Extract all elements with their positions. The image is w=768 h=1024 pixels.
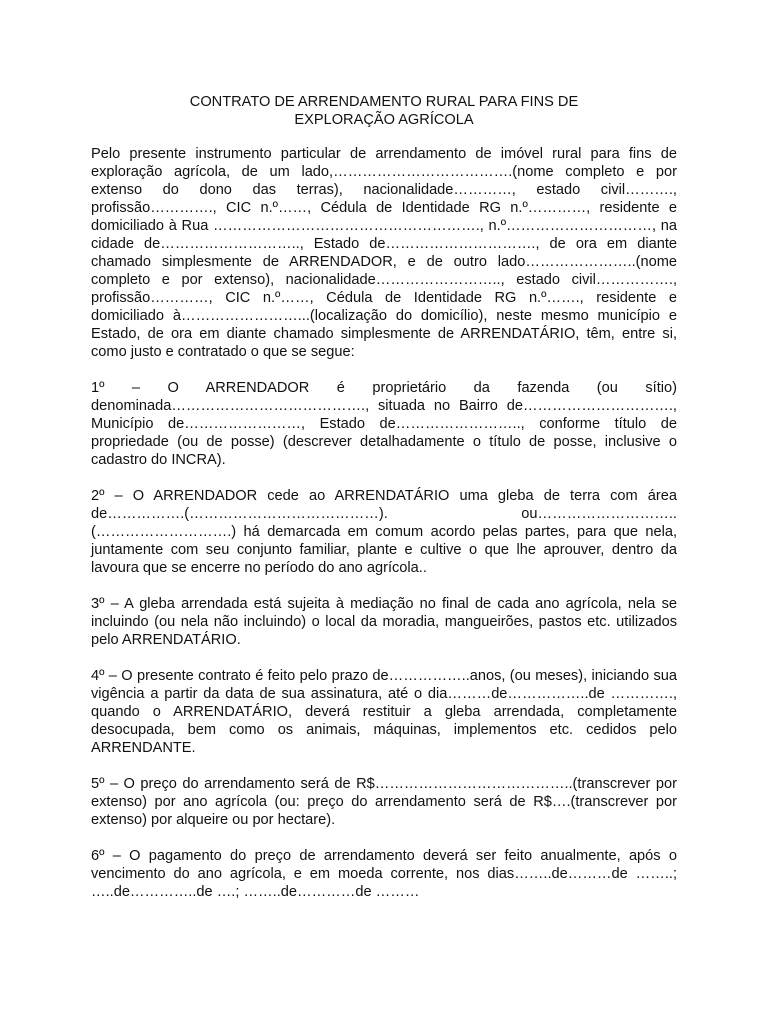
- title-line-1: CONTRATO DE ARRENDAMENTO RURAL PARA FINS DE: [189, 94, 579, 110]
- clause-4-paragraph: 4º – O presente contrato é feito pelo prazo de……………..anos, (ou meses), iniciando sua vigência a partir da data de sua assinatura, até o dia………de……………..de …………., quando o ARRENDATÁRIO, deverá restituir a gleba arrendada, completamente desocupada, bem como os animais, máquinas, implementos etc. cedidos pelo ARRENDANTE.: [91, 668, 677, 756]
- clause-3-paragraph: 3º – A gleba arrendada está sujeita à mediação no final de cada ano agrícola, nela se incluindo (ou nela não incluindo) o local da moradia, mangueirões, pastos etc. utilizados pelo ARRENDATÁRIO.: [91, 596, 677, 648]
- document-page: [91, 93, 677, 919]
- document-title: [91, 93, 677, 129]
- clause-1-paragraph: 1º – O ARRENDADOR é proprietário da fazenda (ou sítio) denominada…………………………………., situada no Bairro de…………………………., Município de……………………, Estado de…………………….., conforme título de propriedade (ou de posse) (descrever detalhadamente o título de posse, inclusive o cadastro do INCRA).: [91, 380, 677, 468]
- preamble-paragraph: Pelo presente instrumento particular de arrendamento de imóvel rural para fins de exploração agrícola, de um lado,……………………………….(nome completo e por extenso do dono das terras), nacionalidade…………, estado civil………., profissão…………., CIC n.º……, Cédula de Identidade RG n.º…………, residente e domiciliado à Rua ………………………………………………., n.º…………………………, na cidade de……………………….., Estado de…………………………., de ora em diante chamado simplesmente de ARRENDADOR, e de outro lado…………………..(nome completo e por extenso), nacionalidade…………………….., estado civil……………., profissão…………, CIC n.º……, Cédula de Identidade RG n.º……., residente e domiciliado à……………………...(localização do domicílio), neste mesmo município e Estado, de ora em diante chamado simplesmente de ARRENDATÁRIO, têm, entre si, como justo e contratado o que se segue:: [91, 146, 677, 360]
- title-line-2: EXPLORAÇÃO AGRÍCOLA: [294, 112, 474, 128]
- clause-5-paragraph: 5º – O preço do arrendamento será de R$…………………………………..(transcrever por extenso) por ano agrícola (ou: preço do arrendamento será de R$….(transcrever por extenso) por alqueire ou por hectare).: [91, 776, 677, 828]
- clause-2-paragraph: 2º – O ARRENDADOR cede ao ARRENDATÁRIO uma gleba de terra com área de…………….(…………………………………). ou………………………..(……………………….) há demarcada em comum acordo pelas partes, para que nela, juntamente com seu conjunto familiar, plante e cultive o que lhe aprouver, dentro da lavoura que se encerre no período do ano agrícola..: [91, 488, 677, 576]
- clause-6-paragraph: 6º – O pagamento do preço de arrendamento deverá ser feito anualmente, após o vencimento do ano agrícola, e em moeda corrente, nos dias……..de………de ……..; …..de…………..de ….; ……..de…………de ………: [91, 848, 677, 900]
